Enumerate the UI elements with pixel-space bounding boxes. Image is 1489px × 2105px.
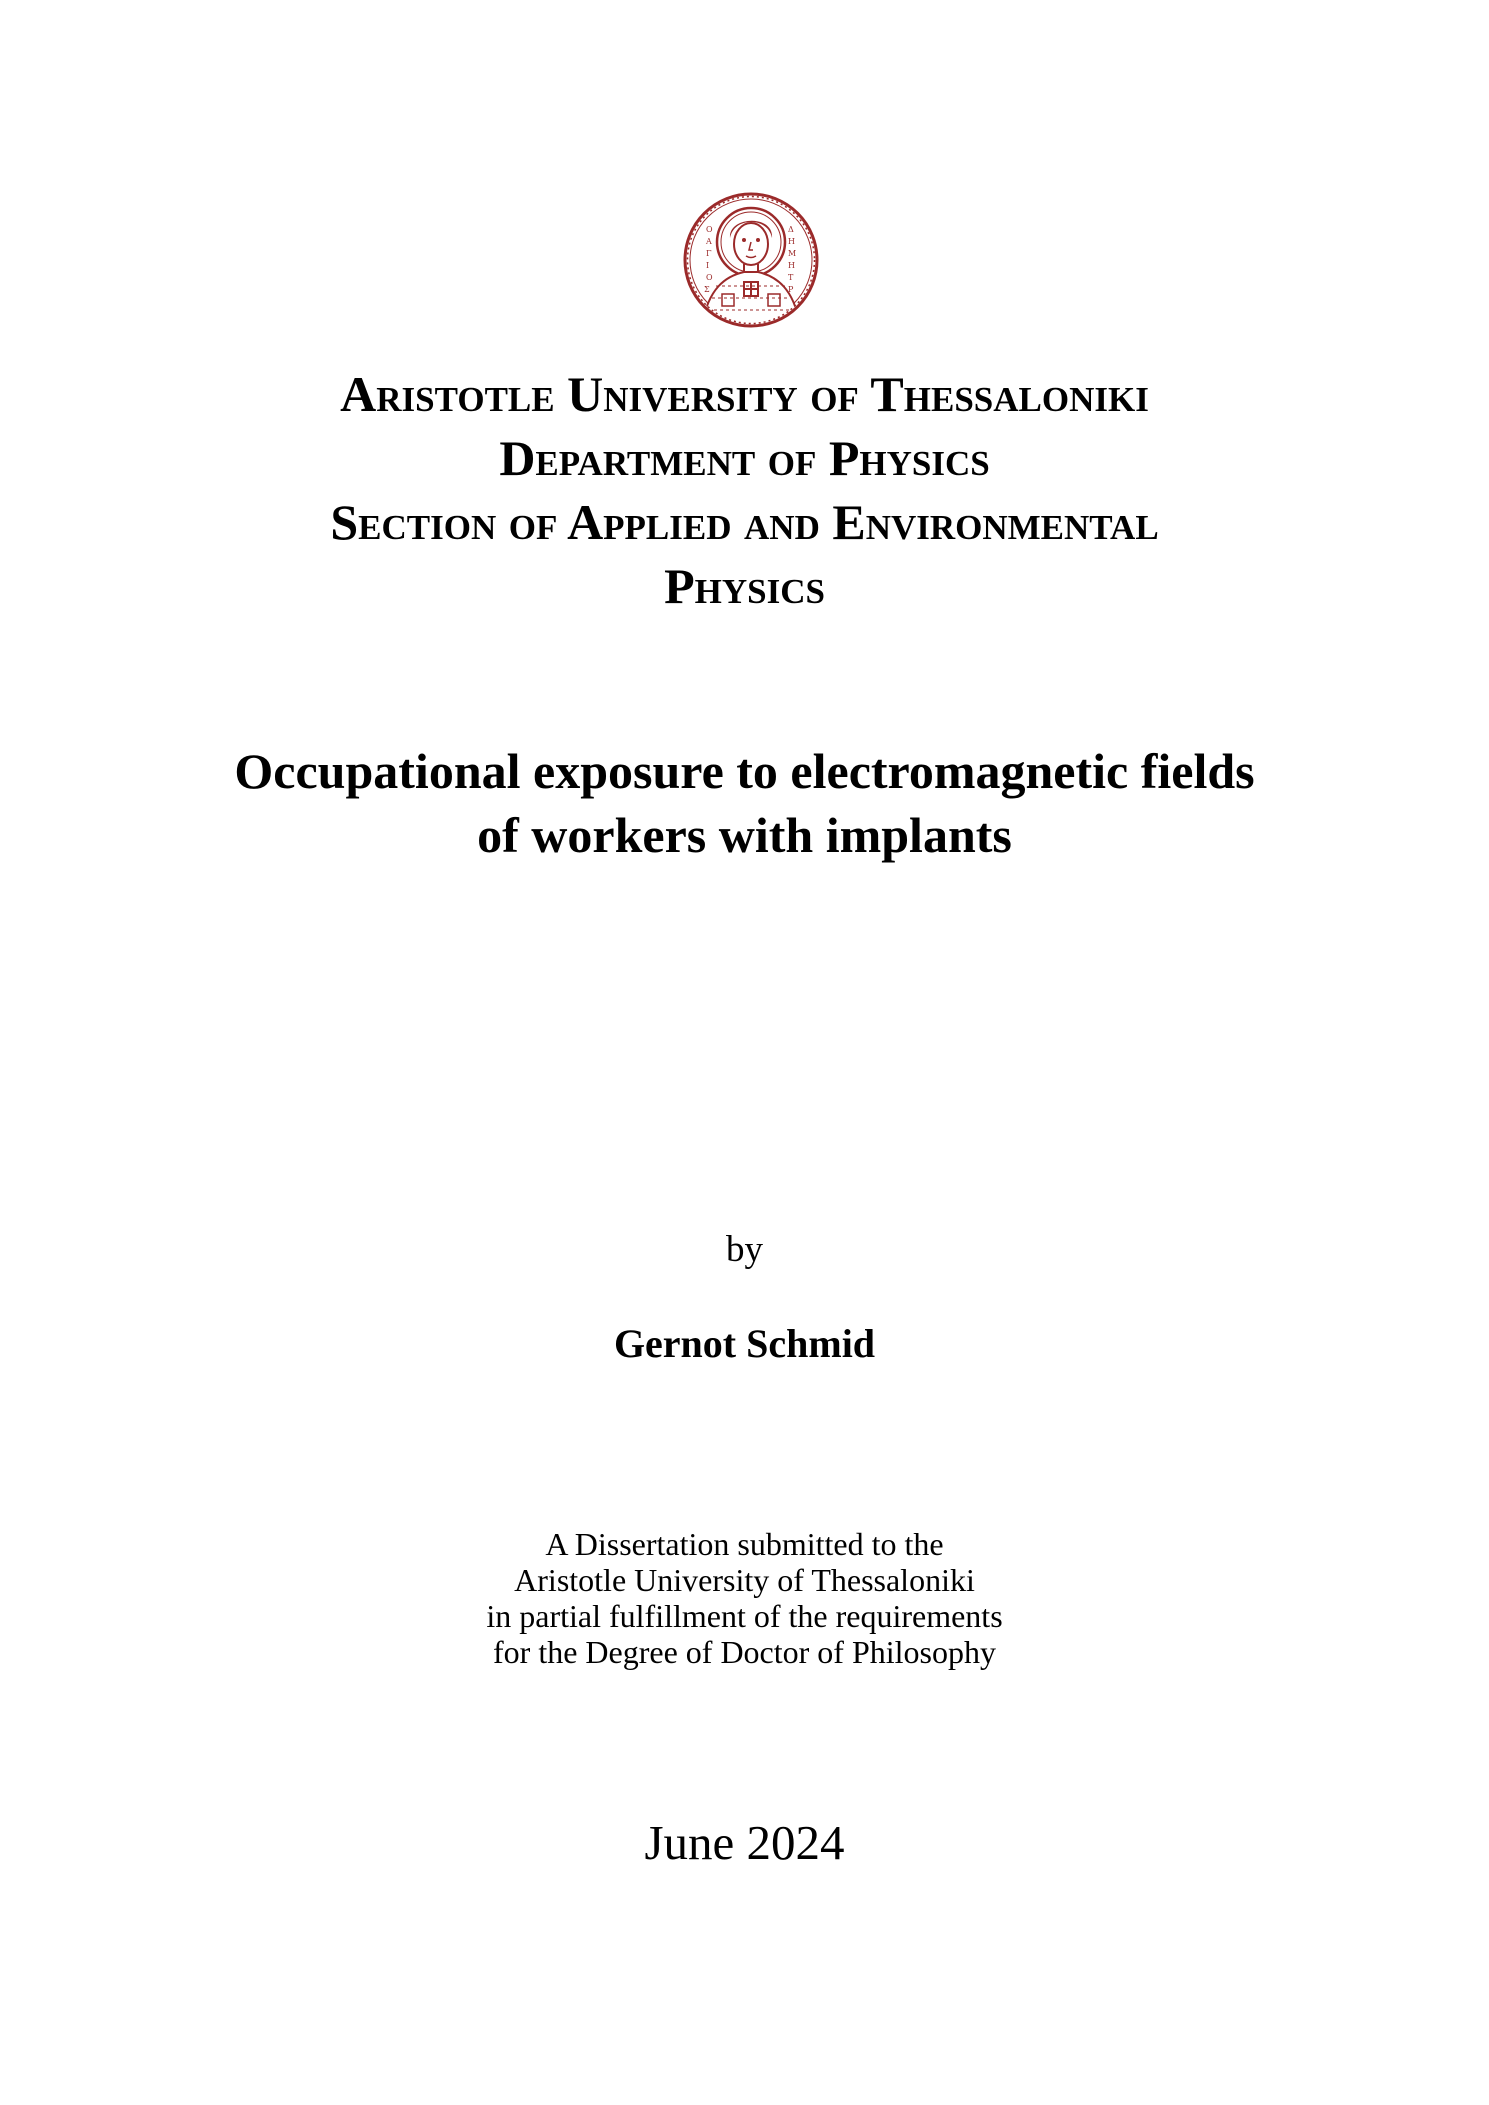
statement-line4: for the Degree of Doctor of Philosophy <box>493 1634 996 1670</box>
svg-text:Α: Α <box>706 237 712 246</box>
svg-text:Ρ: Ρ <box>788 285 794 294</box>
svg-text:Σ: Σ <box>704 285 710 294</box>
svg-text:Γ: Γ <box>706 249 712 258</box>
dissertation-statement <box>0 1526 1489 1670</box>
svg-text:Δ: Δ <box>788 225 794 234</box>
section-name-line1: Section of Applied and Environmental <box>330 494 1159 550</box>
svg-text:Η: Η <box>788 237 795 246</box>
author-name: Gernot Schmid <box>613 1321 876 1366</box>
thesis-title-line1: Occupational exposure to electromagnetic fields <box>234 743 1255 799</box>
statement-line1: A Dissertation submitted to the <box>545 1526 944 1562</box>
department-name: Department of Physics <box>499 430 990 486</box>
statement-line3: in partial fulfillment of the requirements <box>486 1598 1003 1634</box>
submission-date: June 2024 <box>644 1815 845 1870</box>
thesis-title-line2: of workers with implants <box>477 807 1012 863</box>
thesis-title <box>0 739 1489 867</box>
statement-line2: Aristotle University of Thessaloniki <box>514 1562 975 1598</box>
institution-block <box>0 362 1489 618</box>
svg-text:Ο: Ο <box>706 273 713 282</box>
svg-text:Τ: Τ <box>788 273 794 282</box>
svg-text:Ο: Ο <box>706 225 713 234</box>
university-name: Aristotle University of Thessaloniki <box>340 366 1149 422</box>
section-name-line2: Physics <box>664 558 825 614</box>
by-label: by <box>726 1229 763 1270</box>
svg-text:Ι: Ι <box>706 261 710 270</box>
university-seal-icon <box>682 176 820 344</box>
svg-text:Η: Η <box>788 261 795 270</box>
svg-text:Μ: Μ <box>788 249 797 258</box>
